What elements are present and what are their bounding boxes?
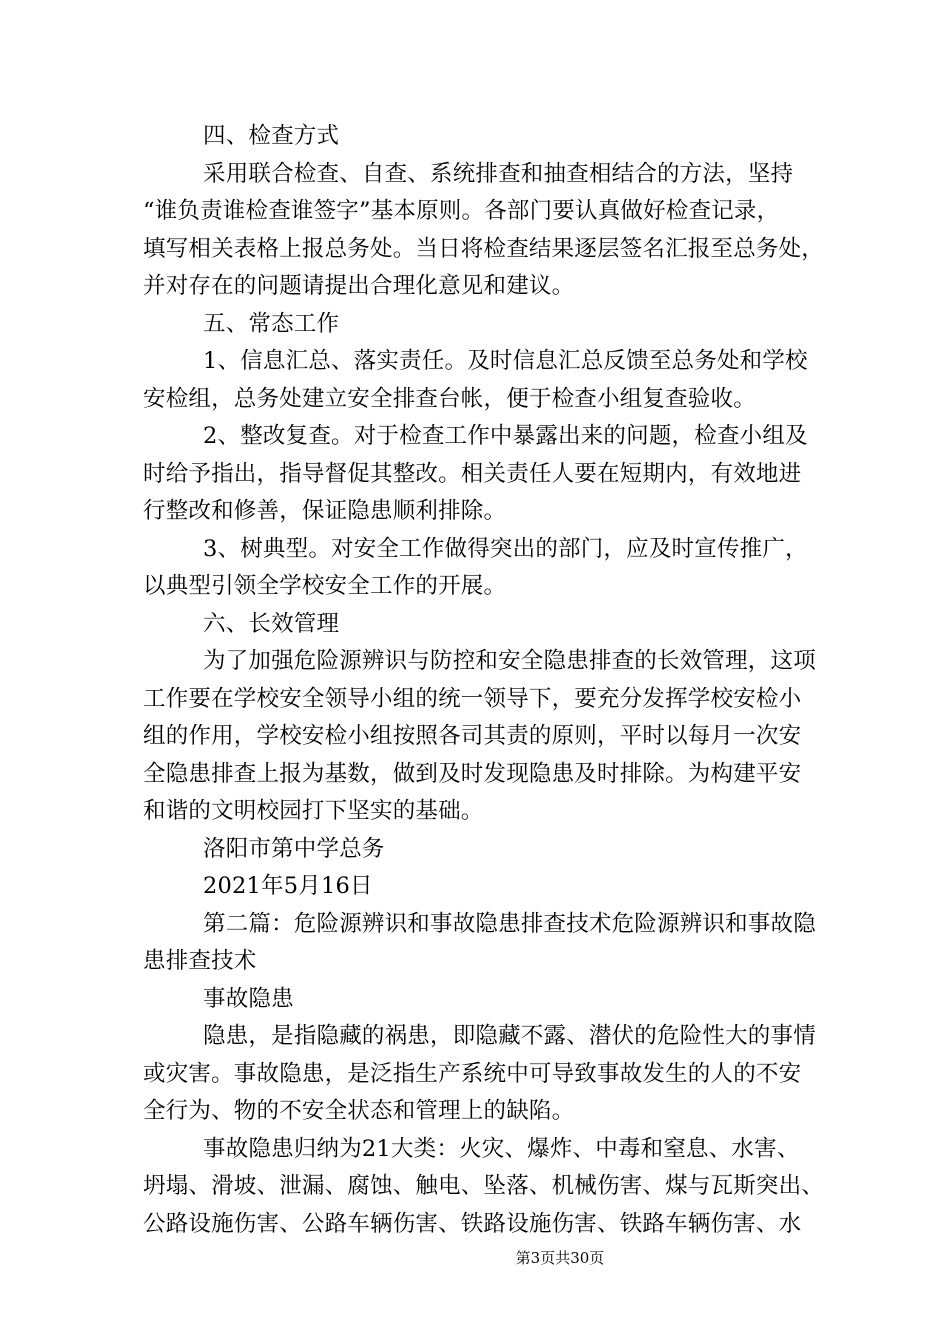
paragraph-line: 填写相关表格上报总务处。当日将检查结果逐层签名汇报至总务处， — [143, 235, 825, 262]
paragraph-line: 或灾害。事故隐患，是泛指生产系统中可导致事故发生的人的不安 — [143, 1060, 802, 1087]
section-heading-long-term-management: 六、长效管理 — [203, 610, 340, 637]
paragraph-line: 工作要在学校安全领导小组的统一领导下，要充分发挥学校安检小 — [143, 685, 802, 712]
paragraph-line: 事故隐患归纳为21大类：火灾、爆炸、中毒和窒息、水害、 — [203, 1135, 800, 1162]
chapter-title-line: 第二篇：危险源辨识和事故隐患排查技术危险源辨识和事故隐 — [203, 910, 816, 937]
section-heading-inspection-method: 四、检查方式 — [203, 123, 340, 149]
paragraph-line: 和谐的文明校园打下坚实的基础。 — [143, 798, 484, 824]
paragraph-line: 行整改和修善，保证隐患顺利排除。 — [143, 498, 507, 524]
chapter-title-line: 患排查技术 — [143, 948, 257, 974]
paragraph-line: 1、信息汇总、落实责任。及时信息汇总反馈至总务处和学校 — [203, 348, 808, 374]
page-number-footer: 第3页共30页 — [515, 1249, 605, 1267]
paragraph-line: 坍塌、滑坡、泄漏、腐蚀、触电、坠落、机械伤害、煤与瓦斯突出、 — [143, 1173, 825, 1199]
section-heading-routine-work: 五、常态工作 — [203, 310, 340, 337]
paragraph-line: 以典型引领全学校安全工作的开展。 — [143, 573, 507, 599]
paragraph-line: 为了加强危险源辨识与防控和安全隐患排查的长效管理，这项 — [203, 648, 816, 674]
signature-date: 2021年5月16日 — [203, 873, 373, 899]
signature-organization: 洛阳市第中学总务 — [203, 835, 385, 862]
paragraph-line: 采用联合检查、自查、系统排查和抽查相结合的方法，坚持 — [203, 160, 794, 187]
paragraph-line: 并对存在的问题请提出合理化意见和建议。 — [143, 273, 575, 299]
paragraph-line: “谁负责谁检查谁签字”基本原则。各部门要认真做好检查记录， — [143, 198, 780, 224]
paragraph-line: 3、树典型。对安全工作做得突出的部门，应及时宣传推广， — [203, 535, 808, 562]
paragraph-line: 公路设施伤害、公路车辆伤害、铁路设施伤害、铁路车辆伤害、水 — [143, 1210, 802, 1237]
section-heading-accident-hazard: 事故隐患 — [203, 985, 294, 1012]
paragraph-line: 全隐患排查上报为基数，做到及时发现隐患及时排除。为构建平安 — [143, 760, 802, 787]
document-body — [143, 118, 825, 1243]
paragraph-line: 2、整改复查。对于检查工作中暴露出来的问题，检查小组及 — [203, 423, 808, 449]
paragraph-line: 时给予指出，指导督促其整改。相关责任人要在短期内，有效地进 — [143, 460, 802, 487]
paragraph-line: 隐患，是指隐藏的祸患，即隐藏不露、潜伏的危险性大的事情 — [203, 1023, 816, 1049]
paragraph-line: 组的作用，学校安检小组按照各司其责的原则，平时以每月一次安 — [143, 723, 802, 749]
paragraph-line: 安检组，总务处建立安全排查台帐，便于检查小组复查验收。 — [143, 385, 756, 412]
paragraph-line: 全行为、物的不安全状态和管理上的缺陷。 — [143, 1098, 575, 1124]
